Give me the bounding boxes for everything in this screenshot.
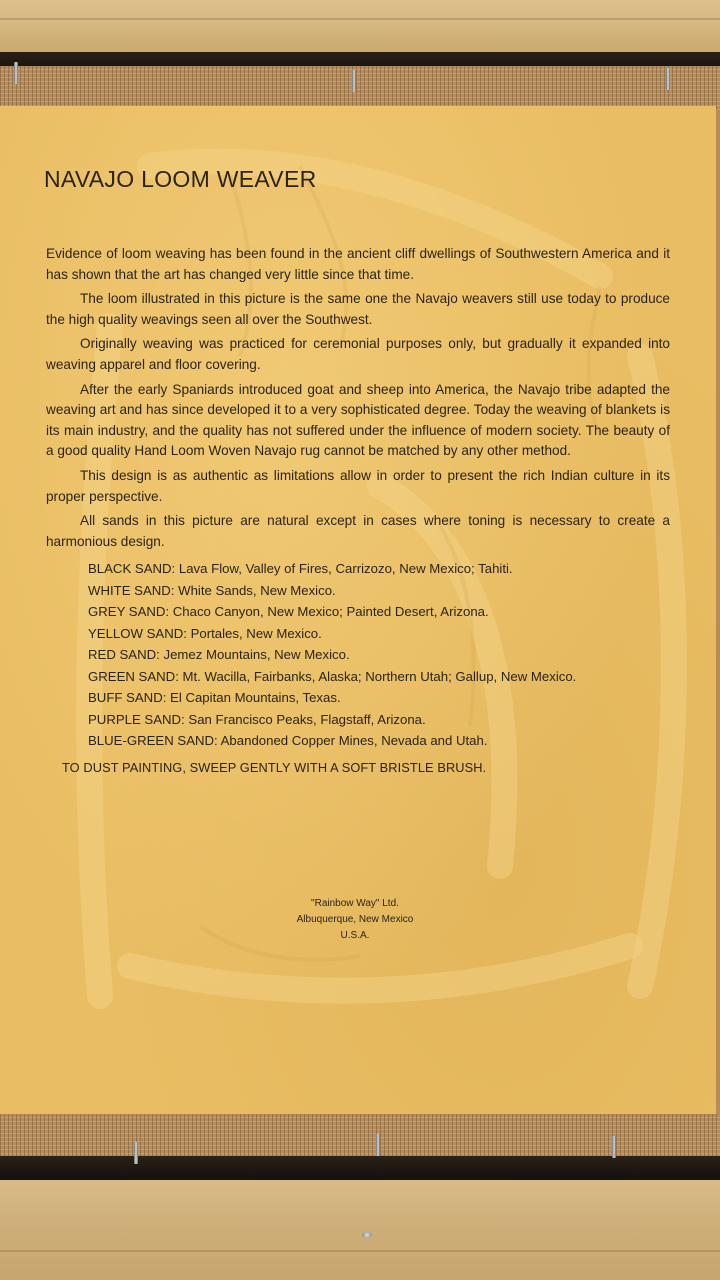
frame-top-wood [0,0,720,52]
maker-name: "Rainbow Way" Ltd. [311,898,399,909]
staple-bottom-left [134,1142,138,1164]
staple-top-right [666,68,670,90]
frame-top-edge [0,52,720,66]
ghost-loom-bottom [130,946,630,991]
sand-item-red: RED SAND: Jemez Mountains, New Mexico. [88,647,350,663]
sand-item-yellow: YELLOW SAND: Portales, New Mexico. [88,625,322,641]
paragraph-history: Evidence of loom weaving has been found in the ancient cliff dwellings of Southwestern America and it has shown that the art has changed very little since that time. [46,246,670,282]
sand-source-list [88,558,670,752]
burlap-backing-top [0,66,720,110]
sand-item-buff: BUFF SAND: El Capitan Mountains, Texas. [88,690,341,706]
label-title: NAVAJO LOOM WEAVER [44,166,317,192]
paragraph-loom: The loom illustrated in this picture is the same one the Navajo weavers still use today to produce the high quality weavings seen all over the Southwest. [46,291,670,327]
paragraph-spaniards: After the early Spaniards introduced goat and sheep into America, the Navajo tribe adapted the weaving art and has since developed it to a very sophisticated degree. Today the weaving of blankets is its main industry, and the quality has not suffered under the influence of modern society. The beauty of a good quality Hand Loom Woven Navajo rug cannot be matched by any other method. [46,381,670,459]
maker-country: U.S.A. [340,930,370,941]
label-body [46,244,670,778]
maker-imprint [250,896,460,944]
staple-top-left [14,62,18,84]
sand-item-purple: PURPLE SAND: San Francisco Peaks, Flagstaff, Arizona. [88,711,426,727]
dust-care-note: TO DUST PAINTING, SWEEP GENTLY WITH A SOFT BRISTLE BRUSH. [62,759,487,775]
sand-item-green: GREEN SAND: Mt. Wacilla, Fairbanks, Alaska; Northern Utah; Gallup, New Mexico. [88,668,577,684]
maker-city: Albuquerque, New Mexico [296,914,414,925]
nail-head [362,1232,372,1238]
sand-item-black: BLACK SAND: Lava Flow, Valley of Fires, Carrizozo, New Mexico; Tahiti. [88,561,513,577]
paragraph-sands: All sands in this picture are natural except in cases where toning is necessary to create a harmonious design. [46,513,670,549]
sand-item-blue-green: BLUE-GREEN SAND: Abandoned Copper Mines, Nevada and Utah. [88,733,488,749]
staple-bottom-center [376,1134,380,1156]
staple-top-center [352,70,356,92]
staple-bottom-right [612,1136,616,1158]
paragraph-origin: Originally weaving was practiced for ceremonial purposes only, but gradually it expanded into weaving apparel and floor covering. [46,336,670,372]
frame-bottom-wood [0,1180,720,1280]
paragraph-design: This design is as authentic as limitations allow in order to present the rich Indian culture in its proper perspective. [46,467,670,504]
sand-item-white: WHITE SAND: White Sands, New Mexico. [88,582,336,598]
frame-bottom-edge [0,1156,720,1180]
sand-item-grey: GREY SAND: Chaco Canyon, New Mexico; Painted Desert, Arizona. [88,604,489,620]
